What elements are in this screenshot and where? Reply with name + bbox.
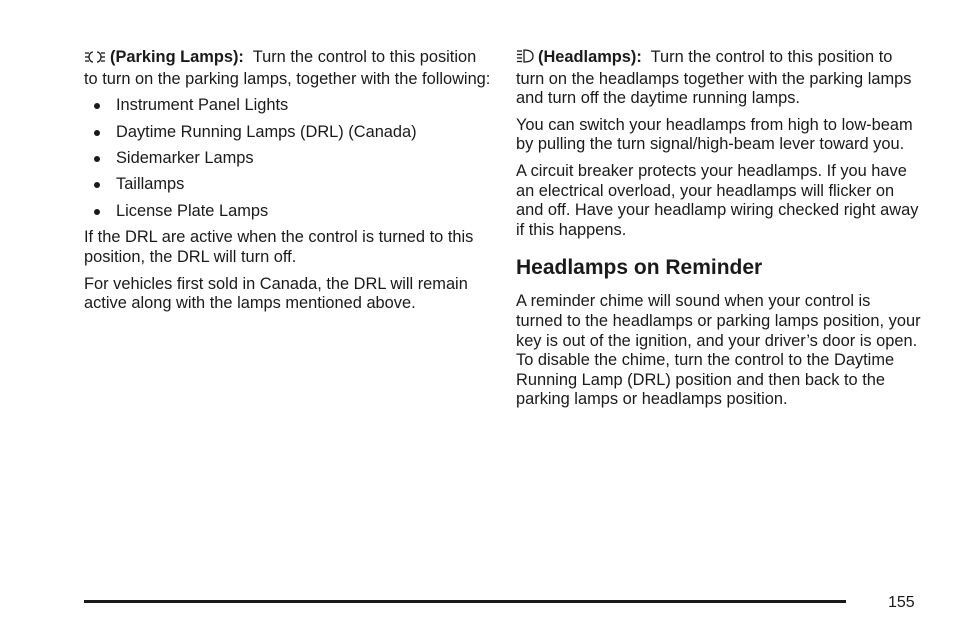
headlamps-text: Turn the control to this position to turn on the headlamps together with the parking lamps and turn off the daytime running lamps. xyxy=(516,48,912,108)
circuit-breaker-paragraph: A circuit breaker protects your headlamps. If you have an electrical overload, your headlamps will flicker on and off. Have your headlamp wiring checked right away if this happens. xyxy=(516,161,919,239)
list-item: Taillamps xyxy=(84,175,492,195)
footer-rule xyxy=(84,600,846,603)
reminder-paragraph: A reminder chime will sound when your control is turned to the headlamps or parking lamps position, your key is out of the ignition, and your driver’s door is open. To disable the chime, turn the control to the Daytime Running Lamp (DRL) position and then back to the parking lamps or headlamps position. xyxy=(516,292,921,409)
canada-drl-paragraph: For vehicles first sold in Canada, the DRL will remain active along with the lamps mentioned above. xyxy=(84,274,468,313)
section-heading: Headlamps on Reminder xyxy=(516,256,763,280)
list-item: Daytime Running Lamps (DRL) (Canada) xyxy=(84,123,492,143)
parking-lamps-icon xyxy=(84,50,106,70)
headlamps-label: (Headlamps): xyxy=(538,48,642,66)
parking-lamps-paragraph xyxy=(84,48,492,89)
lamp-list xyxy=(84,96,492,221)
headlamps-icon xyxy=(516,48,534,70)
list-item: License Plate Lamps xyxy=(84,202,492,222)
headlamps-paragraph xyxy=(516,48,921,109)
right-column xyxy=(516,48,921,417)
parking-lamps-text: Turn the control to this position to turn on the parking lamps, together with the following: xyxy=(84,48,491,88)
parking-lamps-label: (Parking Lamps): xyxy=(110,48,244,66)
page-number: 155 xyxy=(888,594,915,611)
drl-active-paragraph: If the DRL are active when the control is turned to this position, the DRL will turn off. xyxy=(84,228,474,266)
list-item: Instrument Panel Lights xyxy=(84,96,492,116)
left-column xyxy=(84,48,492,321)
beam-switch-paragraph: You can switch your headlamps from high to low-beam by pulling the turn signal/high-beam lever toward you. xyxy=(516,115,913,154)
list-item: Sidemarker Lamps xyxy=(84,149,492,169)
